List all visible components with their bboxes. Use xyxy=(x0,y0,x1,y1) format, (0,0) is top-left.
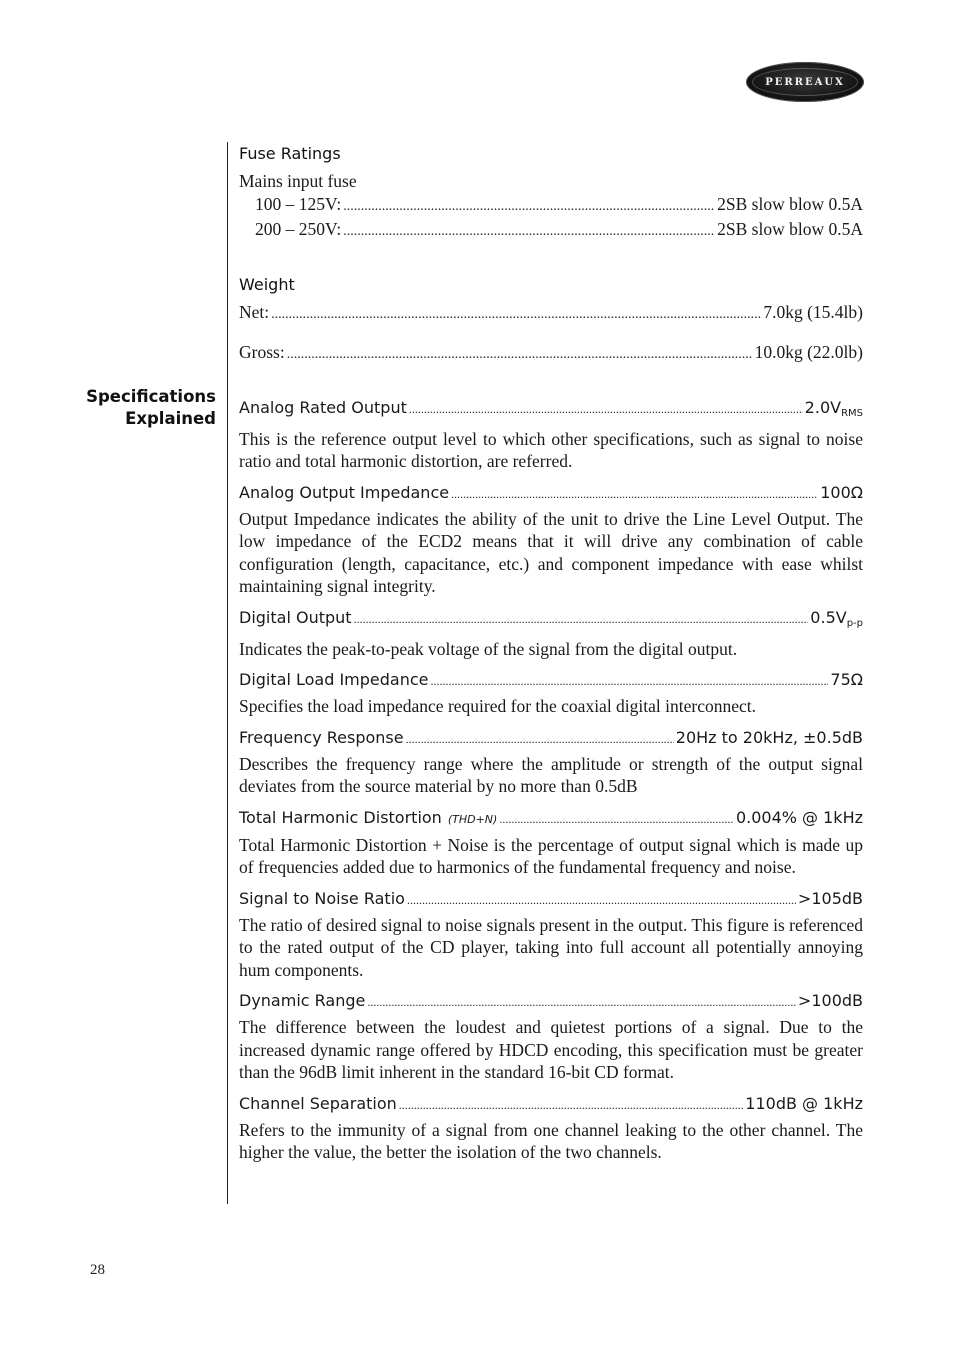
spec-analog-rated-output xyxy=(239,397,863,473)
logo-text: PERREAUX xyxy=(765,76,845,88)
spec-value-subscript: p-p xyxy=(846,617,863,629)
spec-frequency-response xyxy=(239,727,863,798)
page-number: 28 xyxy=(90,1262,105,1278)
spec-digital-output xyxy=(239,607,863,661)
spec-description: Output Impedance indicates the ability of the unit to drive the Line Level Output. The low impedance of the ECD2 means that it will drive any combination of cable configuration (length, capacitance, etc.) and component impedance with ease whilst maintaining signal integrity. xyxy=(239,508,863,596)
dot-leader xyxy=(406,728,674,750)
weight-net-label: Net: xyxy=(239,301,270,322)
spec-description: Refers to the immunity of a signal from one channel leaking to the other channel. The higher the value, the better the isolation of the two channels. xyxy=(239,1119,863,1162)
spec-value: 100Ω xyxy=(820,482,863,502)
spec-description: Total Harmonic Distortion + Noise is the percentage of output signal which is made up of frequencies added due to harmonics of the fundamental frequency and noise. xyxy=(239,834,863,877)
fuse-row-label: 200 – 250V: xyxy=(255,219,342,239)
dot-leader xyxy=(499,808,734,830)
side-heading-line1: Specifications xyxy=(86,387,216,406)
spec-description: Indicates the peak-to-peak voltage of the signal from the digital output. xyxy=(239,638,738,659)
spec-header xyxy=(239,482,863,505)
spec-header xyxy=(239,727,863,750)
spec-header xyxy=(239,669,863,692)
spec-header xyxy=(239,807,863,831)
spec-name: Analog Output Impedance xyxy=(239,482,450,502)
dot-leader xyxy=(354,608,809,630)
spec-qualifier: (THD+N) xyxy=(447,812,498,826)
spec-channel-separation xyxy=(239,1093,863,1164)
spec-value: 75Ω xyxy=(830,670,863,689)
spec-header xyxy=(239,888,863,911)
spec-value-text: 0.5V xyxy=(810,607,847,627)
spec-name: Frequency Response xyxy=(239,727,404,747)
spec-name: Signal to Noise Ratio xyxy=(239,888,405,908)
spec-value xyxy=(805,397,863,425)
spec-name: Digital Output xyxy=(239,607,352,627)
spec-value-text: 2.0V xyxy=(804,397,842,417)
fuse-row-value: 2SB slow blow 0.5A xyxy=(717,193,863,214)
spec-header xyxy=(239,397,863,425)
spec-signal-to-noise-ratio xyxy=(239,888,863,982)
spec-value: >105dB xyxy=(797,888,863,908)
spec-digital-load-impedance xyxy=(239,669,863,718)
dot-leader xyxy=(367,991,796,1013)
spec-header xyxy=(239,607,863,635)
spec-analog-output-impedance xyxy=(239,482,863,598)
dot-leader xyxy=(399,1094,744,1116)
weight-net-value: 7.0kg (15.4lb) xyxy=(763,301,863,322)
weight-section xyxy=(239,274,863,367)
dot-leader xyxy=(343,221,715,244)
fuse-title: Fuse Ratings xyxy=(239,144,341,163)
spec-dynamic-range xyxy=(239,990,863,1084)
fuse-row-label: 100 – 125V: xyxy=(255,193,342,214)
spec-name: Channel Separation xyxy=(239,1093,397,1113)
fuse-subtitle: Mains input fuse xyxy=(239,171,357,191)
fuse-section xyxy=(239,143,863,244)
spec-name: Digital Load Impedance xyxy=(239,670,429,689)
spec-description: The ratio of desired signal to noise signals present in the output. This figure is referenced to the rated output of the CD player, taking into full account all potentially annoying hum components. xyxy=(239,914,863,980)
spec-value xyxy=(810,607,863,635)
weight-gross-row xyxy=(239,341,863,367)
side-heading-line2: Explained xyxy=(125,409,216,428)
spec-value: 20Hz to 20kHz, ±0.5dB xyxy=(675,727,863,747)
dot-leader xyxy=(431,670,829,692)
weight-net-row xyxy=(239,301,863,327)
spec-description: Describes the frequency range where the amplitude or strength of the output signal deviates from the source material by no more than 0.5dB xyxy=(239,753,863,796)
weight-title: Weight xyxy=(239,274,295,294)
spec-total-harmonic-distortion xyxy=(239,807,863,879)
spec-value-subscript: RMS xyxy=(841,407,863,419)
side-heading xyxy=(60,386,216,430)
weight-gross-value: 10.0kg (22.0lb) xyxy=(754,342,863,362)
dot-leader xyxy=(343,196,715,219)
spec-value: 0.004% @ 1kHz xyxy=(735,807,863,827)
spec-header xyxy=(239,990,863,1013)
weight-gross-label: Gross: xyxy=(239,342,285,362)
spec-value: >100dB xyxy=(797,991,863,1010)
spec-description: The difference between the loudest and quietest portions of a signal. Due to the increased dynamic range offered by HDCD encoding, this specification must be greater than the 96dB limit inherent in the standard 16-bit CD format. xyxy=(239,1017,863,1082)
vertical-rule xyxy=(227,142,228,1204)
perreaux-logo xyxy=(746,62,864,102)
logo-ring xyxy=(752,68,858,96)
dot-leader xyxy=(271,304,761,327)
fuse-row-value: 2SB slow blow 0.5A xyxy=(717,219,863,239)
spec-name: Total Harmonic Distortion xyxy=(239,807,442,827)
dot-leader xyxy=(287,344,753,367)
spec-description: This is the reference output level to which other specifications, such as signal to noise ratio and total harmonic distortion, are referred. xyxy=(239,428,863,471)
dot-leader xyxy=(451,483,818,505)
dot-leader xyxy=(407,889,796,911)
spec-name: Dynamic Range xyxy=(239,991,366,1010)
fuse-row xyxy=(239,218,863,244)
spec-value: 110dB @ 1kHz xyxy=(745,1093,863,1113)
dot-leader xyxy=(409,398,803,420)
spec-description: Specifies the load impedance required for the coaxial digital interconnect. xyxy=(239,696,757,716)
spec-header xyxy=(239,1093,863,1116)
spec-name: Analog Rated Output xyxy=(239,397,407,417)
fuse-row xyxy=(239,193,863,219)
content-column xyxy=(239,143,863,1173)
